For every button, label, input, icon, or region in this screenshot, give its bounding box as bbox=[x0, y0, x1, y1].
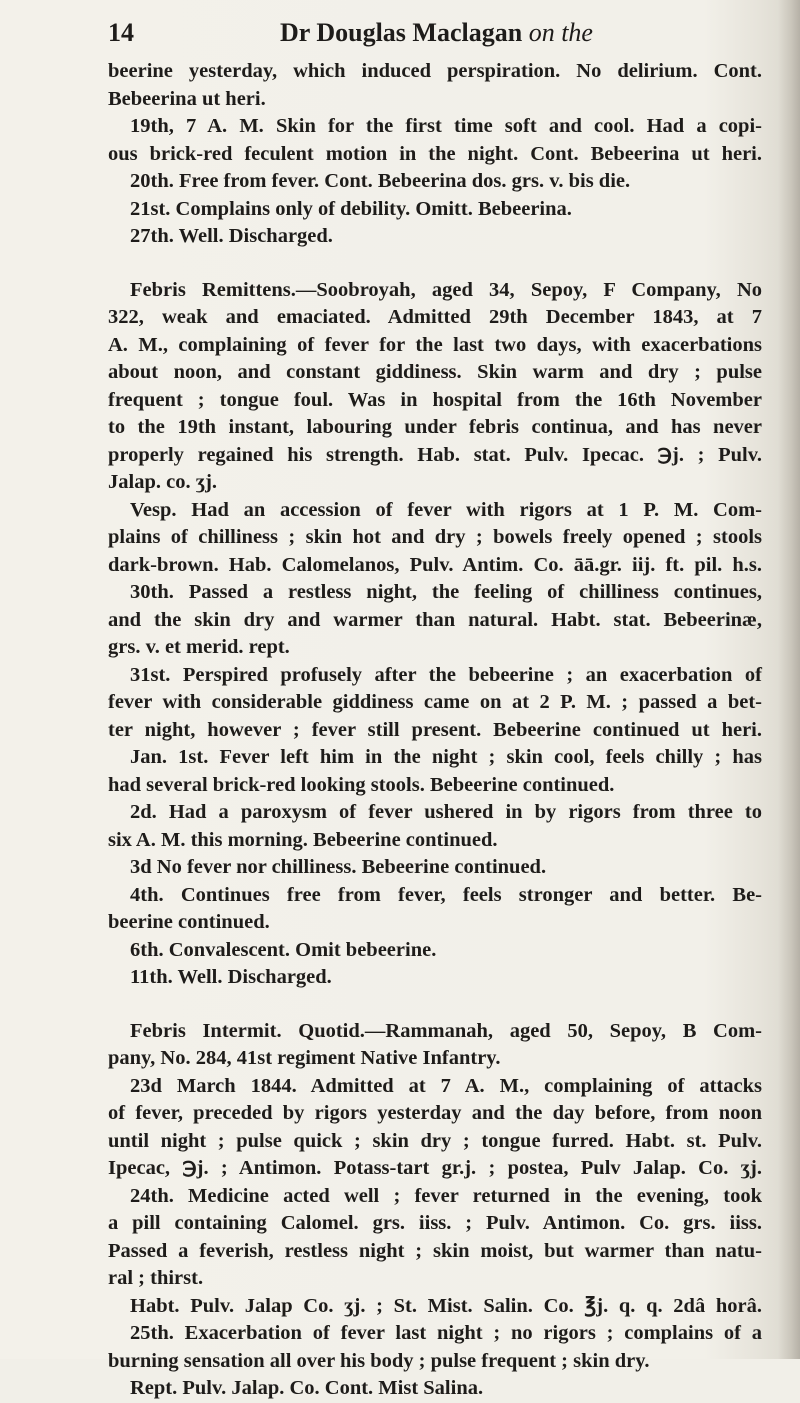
text-line: A. M., complaining of fever for the last two days, with exacerbations bbox=[108, 333, 762, 356]
text-line: 23d March 1844. Admitted at 7 A. M., complaining of attacks bbox=[130, 1074, 762, 1097]
text-line: Jalap. co. ʒj. bbox=[108, 471, 218, 493]
text-line: Bebeerina ut heri. bbox=[108, 87, 266, 110]
case-heading-line: Febris Intermit. Quotid.—Rammanah, aged 50, Sepoy, B Com- bbox=[130, 1019, 762, 1042]
text-line: about noon, and constant giddiness. Skin warm and dry ; pulse bbox=[108, 361, 762, 383]
text-line: of fever, preceded by rigors yesterday and the day before, from noon bbox=[108, 1102, 762, 1124]
running-head-title: on the bbox=[528, 18, 593, 47]
running-head bbox=[280, 18, 593, 48]
text-line: 21st. Complains only of debility. Omitt. Bebeerina. bbox=[130, 197, 572, 220]
text-line: Jan. 1st. Fever left him in the night ; skin cool, feels chilly ; has bbox=[130, 746, 762, 768]
page-header bbox=[108, 14, 758, 54]
text-line: Ipecac, ℈j. ; Antimon. Potass-tart gr.j. ; postea, Pulv Jalap. Co. ʒj. bbox=[108, 1157, 762, 1179]
text-line: 19th, 7 A. M. Skin for the first time soft and cool. Had a copi- bbox=[130, 115, 762, 137]
body-text bbox=[108, 58, 762, 1403]
text-line: ous brick-red feculent motion in the night. Cont. Bebeerina ut heri. bbox=[108, 142, 762, 165]
text-line: grs. v. et merid. rept. bbox=[108, 636, 290, 658]
text-line: 3d No fever nor chilliness. Bebeerine continued. bbox=[130, 856, 547, 878]
text-line: Passed a feverish, restless night ; skin moist, but warmer than natu- bbox=[108, 1239, 762, 1262]
running-head-author: Dr Douglas Maclagan bbox=[280, 18, 529, 47]
text-line: six A. M. this morning. Bebeerine continued. bbox=[108, 828, 498, 851]
text-line: 27th. Well. Discharged. bbox=[130, 225, 333, 247]
case-heading-line: Febris Remittens.—Soobroyah, aged 34, Sepoy, F Company, No bbox=[130, 278, 762, 301]
text-line: Rept. Pulv. Jalap. Co. Cont. Mist Salina. bbox=[130, 1377, 484, 1399]
page-number: 14 bbox=[108, 18, 134, 47]
text-line: 30th. Passed a restless night, the feeling of chilliness continues, bbox=[130, 581, 762, 603]
text-line: 322, weak and emaciated. Admitted 29th December 1843, at 7 bbox=[108, 306, 762, 328]
text-line: ter night, however ; fever still present. Bebeerine continued ut heri. bbox=[108, 718, 762, 741]
text-line: ral ; thirst. bbox=[108, 1267, 204, 1289]
text-line: pany, No. 284, 41st regiment Native Infantry. bbox=[108, 1047, 501, 1069]
text-line: 2d. Had a paroxysm of fever ushered in by rigors from three to bbox=[130, 801, 762, 823]
text-line: beerine continued. bbox=[108, 911, 270, 933]
text-line: a pill containing Calomel. grs. iiss. ; Pulv. Antimon. Co. grs. iiss. bbox=[108, 1212, 762, 1234]
page-edge-shadow bbox=[778, 0, 800, 1359]
text-line: 24th. Medicine acted well ; fever returned in the evening, took bbox=[130, 1184, 762, 1207]
text-line: 20th. Free from fever. Cont. Bebeerina dos. grs. v. bis die. bbox=[130, 170, 631, 192]
text-line: until night ; pulse quick ; skin dry ; tongue furred. Habt. st. Pulv. bbox=[108, 1129, 762, 1152]
text-line: fever with considerable giddiness came on at 2 P. M. ; passed a bet- bbox=[108, 691, 762, 713]
text-line: 4th. Continues free from fever, feels stronger and better. Be- bbox=[130, 883, 762, 906]
text-line: dark-brown. Hab. Calomelanos, Pulv. Antim. Co. āā.gr. iij. ft. pil. h.s. bbox=[108, 553, 762, 576]
paragraph-gap bbox=[108, 251, 762, 277]
text-line: Vesp. Had an accession of fever with rigors at 1 P. M. Com- bbox=[130, 498, 762, 521]
text-line: 25th. Exacerbation of fever last night ; no rigors ; complains of a bbox=[130, 1322, 762, 1344]
text-line: to the 19th instant, labouring under febris continua, and has never bbox=[108, 416, 762, 438]
text-line: Habt. Pulv. Jalap Co. ʒj. ; St. Mist. Salin. Co. ℥j. q. q. 2dâ horâ. bbox=[130, 1294, 762, 1317]
text-line: had several brick-red looking stools. Bebeerine continued. bbox=[108, 773, 615, 796]
text-line: and the skin dry and warmer than natural. Habt. stat. Bebeerinæ, bbox=[108, 608, 762, 631]
text-line: 6th. Convalescent. Omit bebeerine. bbox=[130, 938, 437, 961]
text-line: beerine yesterday, which induced perspiration. No delirium. Cont. bbox=[108, 60, 762, 82]
paragraph-gap bbox=[108, 992, 762, 1018]
text-line: burning sensation all over his body ; pulse frequent ; skin dry. bbox=[108, 1349, 650, 1372]
text-line: properly regained his strength. Hab. stat. Pulv. Ipecac. ℈j. ; Pulv. bbox=[108, 443, 762, 466]
text-line: frequent ; tongue foul. Was in hospital from the 16th November bbox=[108, 388, 762, 411]
text-line: 11th. Well. Discharged. bbox=[130, 966, 332, 988]
text-line: plains of chilliness ; skin hot and dry ; bowels freely opened ; stools bbox=[108, 526, 762, 548]
text-line: 31st. Perspired profusely after the bebeerine ; an exacerbation of bbox=[130, 663, 762, 686]
